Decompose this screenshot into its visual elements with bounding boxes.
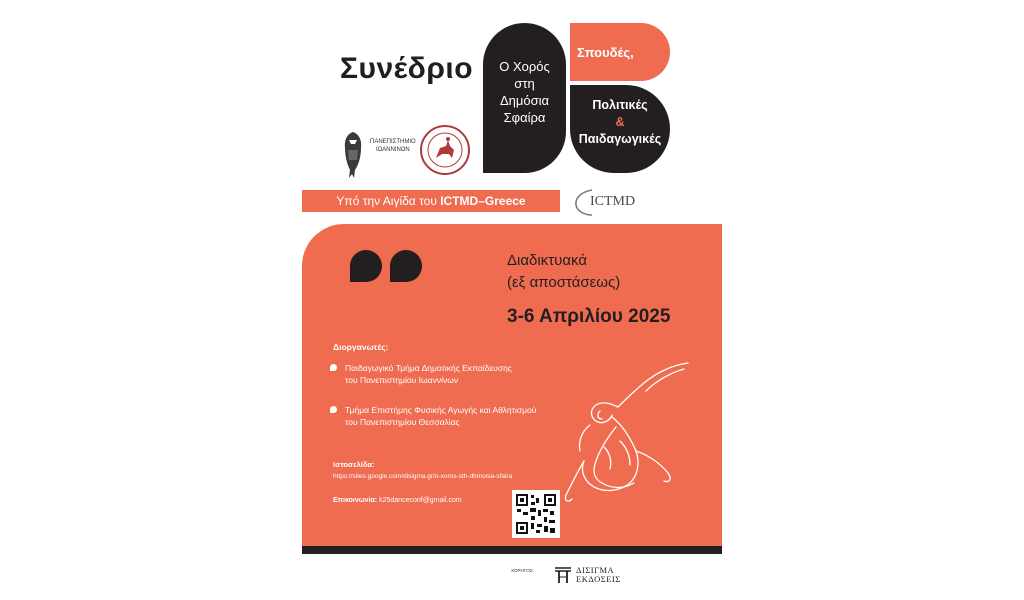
sponsor-label: ΧΟΡΗΓΟΣ:	[511, 568, 534, 573]
bullet-bubble-icon	[330, 364, 337, 371]
sponsor-name	[576, 566, 621, 584]
event-mode-line: Διαδικτυακά	[507, 252, 587, 269]
organizer-item	[333, 404, 536, 428]
studies-label: Σπουδές,	[577, 45, 634, 60]
bullet-bubble-icon	[330, 406, 337, 413]
uoi-name-line: ΠΑΝΕΠΙΣΤΗΜΙΟ	[370, 139, 416, 145]
contact-email[interactable]: k25danceconf@gmail.com	[377, 497, 462, 504]
thessaly-seal-icon	[419, 124, 471, 176]
organizer-line: Παιδαγωγικό Τμήμα Δημοτικής Εκπαίδευσης	[345, 363, 512, 373]
topic-line: Σφαίρα	[503, 110, 546, 125]
policies-label: Πολιτικές	[592, 98, 648, 112]
sponsor-name-line: ΔΙΣΙΓΜΑ	[576, 565, 615, 575]
policies-block	[570, 97, 670, 148]
ampersand: &	[615, 115, 625, 129]
organizer-item	[333, 362, 512, 386]
organizer-line: του Πανεπιστημίου Ιωαννίνων	[345, 375, 459, 385]
topic-title	[483, 58, 566, 126]
pedagogical-label: Παιδαγωγικές	[578, 132, 662, 146]
organizer-line: του Πανεπιστημίου Θεσσαλίας	[345, 417, 460, 427]
disigma-logo-icon	[553, 565, 573, 585]
website-label: Ιστοσελίδα:	[333, 460, 375, 469]
topic-line: Ο Χορός	[499, 59, 550, 74]
topic-line: στη	[514, 76, 535, 91]
qr-code-icon[interactable]	[512, 490, 560, 538]
speech-bubble-icon	[390, 250, 422, 282]
speech-bubble-icon	[350, 250, 382, 282]
owl-logo-icon	[340, 130, 366, 180]
aegis-prefix: Υπό την Αιγίδα του	[336, 194, 441, 208]
website-link[interactable]: https://sites.google.com/disigma.gr/o-xoros-sth-dhmosia-sfaira	[333, 473, 513, 480]
contact-label: Επικοινωνία:	[333, 497, 378, 504]
bottom-rule	[302, 546, 722, 554]
organizer-line: Τμήμα Επιστήμης Φυσικής Αγωγής και Αθλητισμού	[345, 405, 537, 415]
sponsor-name-line: ΕΚΔΟΣΕΙΣ	[576, 574, 621, 584]
event-mode	[507, 250, 620, 294]
uoi-name	[370, 138, 416, 154]
event-mode-line: (εξ αποστάσεως)	[507, 274, 621, 291]
dancer-illustration-icon	[560, 355, 690, 510]
aegis-banner	[302, 190, 560, 212]
topic-line: Δημόσια	[499, 93, 550, 108]
aegis-org: ICTMD–Greece	[440, 194, 526, 208]
event-dates: 3-6 Απριλίου 2025	[507, 306, 671, 327]
ictmd-name: ICTMD	[590, 194, 636, 209]
organizers-label: Διοργανωτές:	[333, 342, 389, 352]
contact-line	[333, 497, 462, 504]
conference-word: Συνέδριο	[340, 52, 474, 85]
uoi-name-line: ΙΩΑΝΝΙΝΩΝ	[376, 147, 410, 153]
